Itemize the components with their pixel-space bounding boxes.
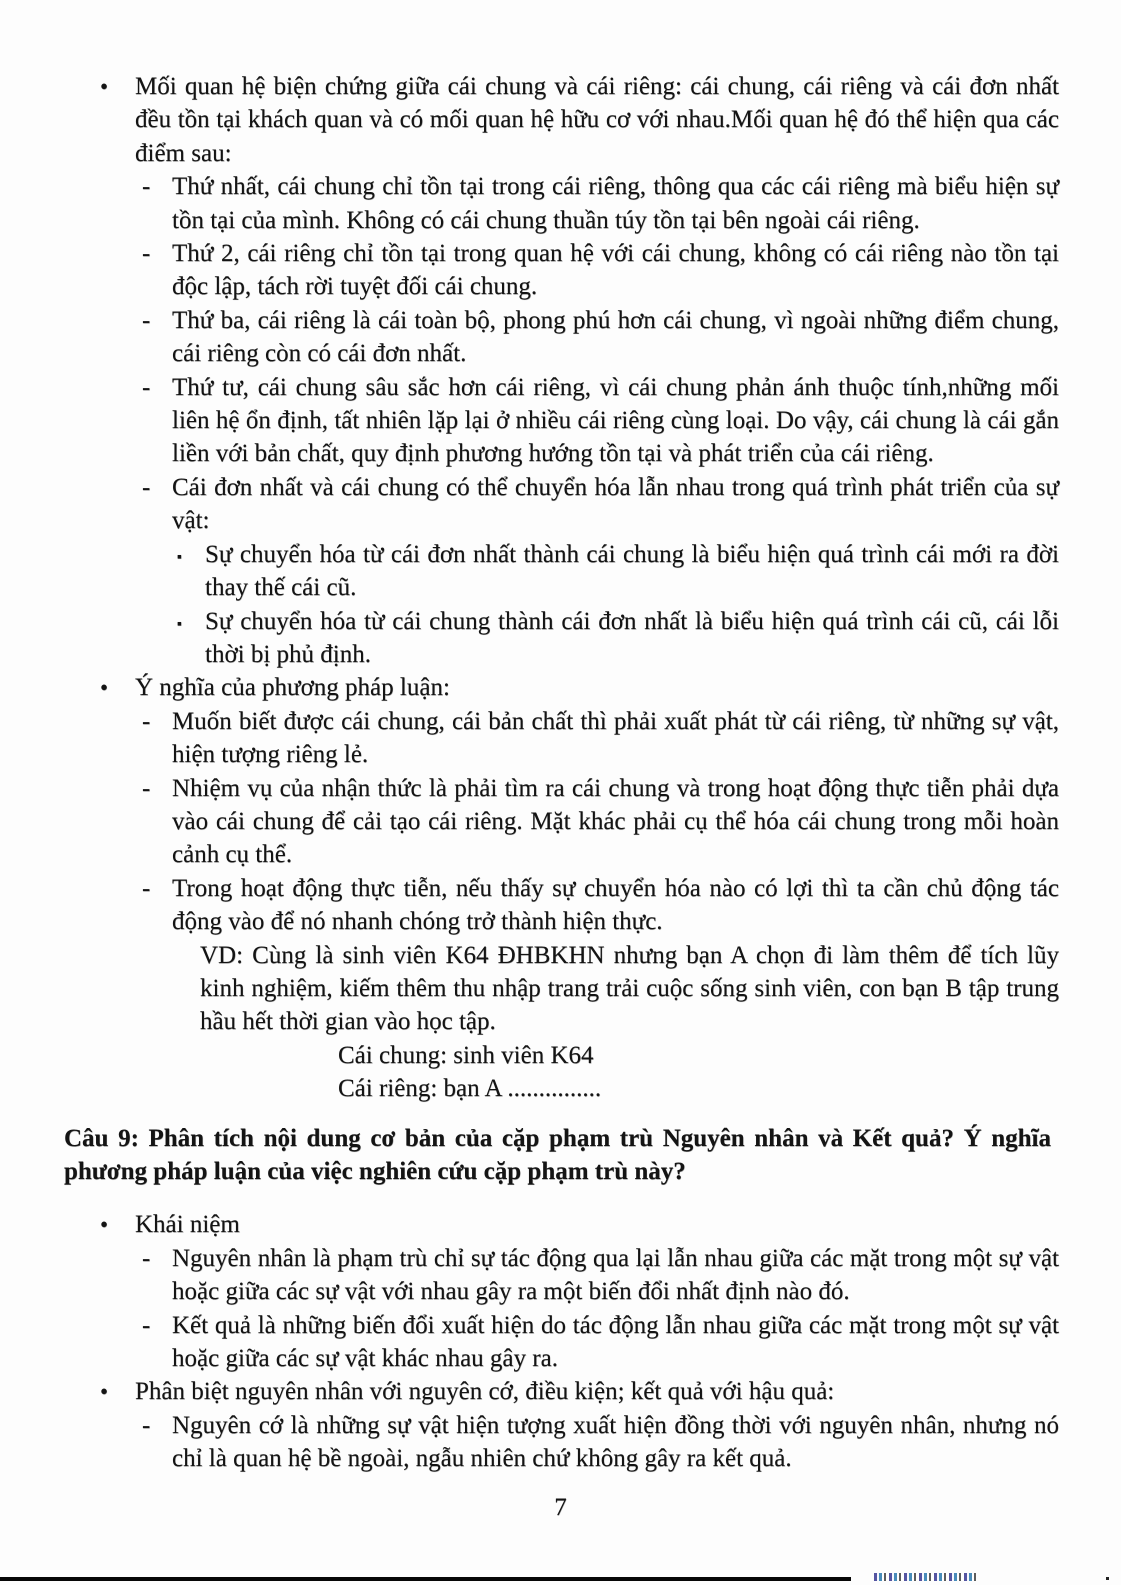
dash-icon: - (142, 707, 151, 735)
block-text: Cái đơn nhất và cái chung có thể chuyển hóa lẫn nhau trong quá trình phát triển của sự vật: (172, 473, 1059, 535)
block-text: Phân biệt nguyên nhân với nguyên cớ, điều kiện; kết quả với hậu quả: (135, 1378, 835, 1406)
document-blocks (0, 70, 1121, 1476)
block-text: Ý nghĩa của phương pháp luận: (135, 674, 450, 702)
question-heading (64, 1122, 1051, 1189)
dash-icon: - (142, 1411, 151, 1439)
text-block (140, 772, 1059, 872)
text-block (140, 471, 1059, 538)
square-bullet-icon: ▪ (177, 549, 182, 565)
block-text: Sự chuyển hóa từ cái đơn nhất thành cái chung là biểu hiện quá trình cái mới ra đời thay thế cái cũ. (205, 540, 1059, 602)
block-text: Thứ nhất, cái chung chỉ tồn tại trong cái riêng, thông qua các cái riêng mà biểu hiện sự tồn tại của mình. Không có cái chung thuần túy tồn tại bên ngoài cái riêng. (172, 173, 1059, 234)
text-block (140, 371, 1059, 471)
dash-icon: - (142, 240, 151, 268)
bullet-icon: • (100, 675, 109, 701)
footer-bar (0, 1577, 851, 1581)
block-text: Cái riêng: bạn A ............... (338, 1075, 602, 1103)
block-text: Thứ 2, cái riêng chỉ tồn tại trong quan hệ với cái chung, không có cái riêng nào tồn tại độc lập, tách rời tuyệt đối cái chung. (172, 240, 1059, 301)
text-block (100, 70, 1059, 170)
text-block (140, 237, 1059, 304)
text-block (140, 304, 1059, 371)
text-block (177, 538, 1059, 605)
block-text: Trong hoạt động thực tiễn, nếu thấy sự chuyển hóa nào có lợi thì ta cần chủ động tác động vào để nó nhanh chóng trở thành hiện thực. (172, 874, 1059, 936)
text-block (100, 1208, 1059, 1241)
text-block (140, 1242, 1059, 1309)
text-block (200, 939, 1059, 1039)
dash-icon: - (142, 874, 151, 902)
square-bullet-icon: ▪ (177, 616, 182, 632)
block-text: Muốn biết được cái chung, cái bản chất thì phải xuất phát từ cái riêng, từ những sự vật, hiện tượng riêng lẻ. (172, 707, 1059, 769)
dash-icon: - (142, 473, 151, 501)
block-text: Nguyên nhân là phạm trù chỉ sự tác động qua lại lẫn nhau giữa các mặt trong một sự vật hoặc giữa các sự vật với nhau gây ra một biến đổi nhất định nào đó. (172, 1244, 1059, 1306)
text-block (100, 671, 1059, 704)
dash-icon: - (142, 306, 151, 334)
dash-icon: - (142, 1244, 151, 1272)
footer-dot (1106, 1577, 1109, 1580)
block-text: Mối quan hệ biện chứng giữa cái chung và cái riêng: cái chung, cái riêng và cái đơn nhất đều tồn tại khách quan và có mối quan hệ hữu cơ với nhau.Mối quan hệ đó thể hiện qua các điểm sau: (135, 73, 1059, 167)
text-block (140, 872, 1059, 939)
text-block (140, 1309, 1059, 1376)
bullet-icon: • (100, 74, 109, 99)
dash-icon: - (142, 774, 151, 802)
text-block (338, 1072, 1059, 1105)
bullet-icon: • (100, 1379, 109, 1405)
block-text: Thứ ba, cái riêng là cái toàn bộ, phong phú hơn cái chung, vì ngoài những điểm chung, cái riêng còn có cái đơn nhất. (172, 306, 1059, 368)
block-text: VD: Cùng là sinh viên K64 ĐHBKHN nhưng bạn A chọn đi làm thêm để tích lũy kinh nghiệm, kiếm thêm thu nhập trang trải cuộc sống sinh viên, con bạn B tập trung hầu hết thời gian vào học tập. (200, 941, 1059, 1036)
block-text: Sự chuyển hóa từ cái chung thành cái đơn nhất là biểu hiện quá trình cái cũ, cái lỗi thời bị phủ định. (205, 607, 1059, 668)
text-block (177, 605, 1059, 672)
dash-icon: - (142, 173, 151, 201)
block-text: Nhiệm vụ của nhận thức là phải tìm ra cái chung và trong hoạt động thực tiễn phải dựa vào cái chung để cải tạo cái riêng. Mặt khác phải cụ thể hóa cái chung trong mỗi hoàn cảnh cụ thể. (172, 774, 1059, 869)
block-text: Nguyên cớ là những sự vật hiện tượng xuất hiện đồng thời với nguyên nhân, nhưng nó chỉ là quan hệ bề ngoài, ngẫu nhiên chứ không gây ra kết quả. (172, 1411, 1059, 1473)
dash-icon: - (142, 1311, 151, 1339)
block-text: Kết quả là những biến đổi xuất hiện do tác động lẫn nhau giữa các mặt trong một sự vật hoặc giữa các sự vật khác nhau gây ra. (172, 1311, 1059, 1373)
text-block (338, 1039, 1059, 1072)
page-number: 7 (554, 1494, 567, 1521)
footer-watermark (874, 1573, 976, 1581)
block-text: Thứ tư, cái chung sâu sắc hơn cái riêng, vì cái chung phản ánh thuộc tính,những mối liên hệ ổn định, tất nhiên lặp lại ở nhiều cái riêng cùng loại. Do vậy, cái chung là cái gắn liền với bản chất, quy định phương hướng tồn tại và phát triển của cái riêng. (172, 373, 1059, 468)
block-text: Cái chung: sinh viên K64 (338, 1041, 594, 1069)
text-block (140, 705, 1059, 772)
bullet-icon: • (100, 1212, 109, 1238)
text-block (140, 170, 1059, 237)
block-text: Câu 9: Phân tích nội dung cơ bản của cặp phạm trù Nguyên nhân và Kết quả? Ý nghĩa phương pháp luận của việc nghiên cứu cặp phạm trù này? (64, 1124, 1051, 1185)
dash-icon: - (142, 373, 151, 401)
block-text: Khái niệm (135, 1211, 240, 1239)
text-block (100, 1375, 1059, 1408)
text-block (140, 1409, 1059, 1476)
